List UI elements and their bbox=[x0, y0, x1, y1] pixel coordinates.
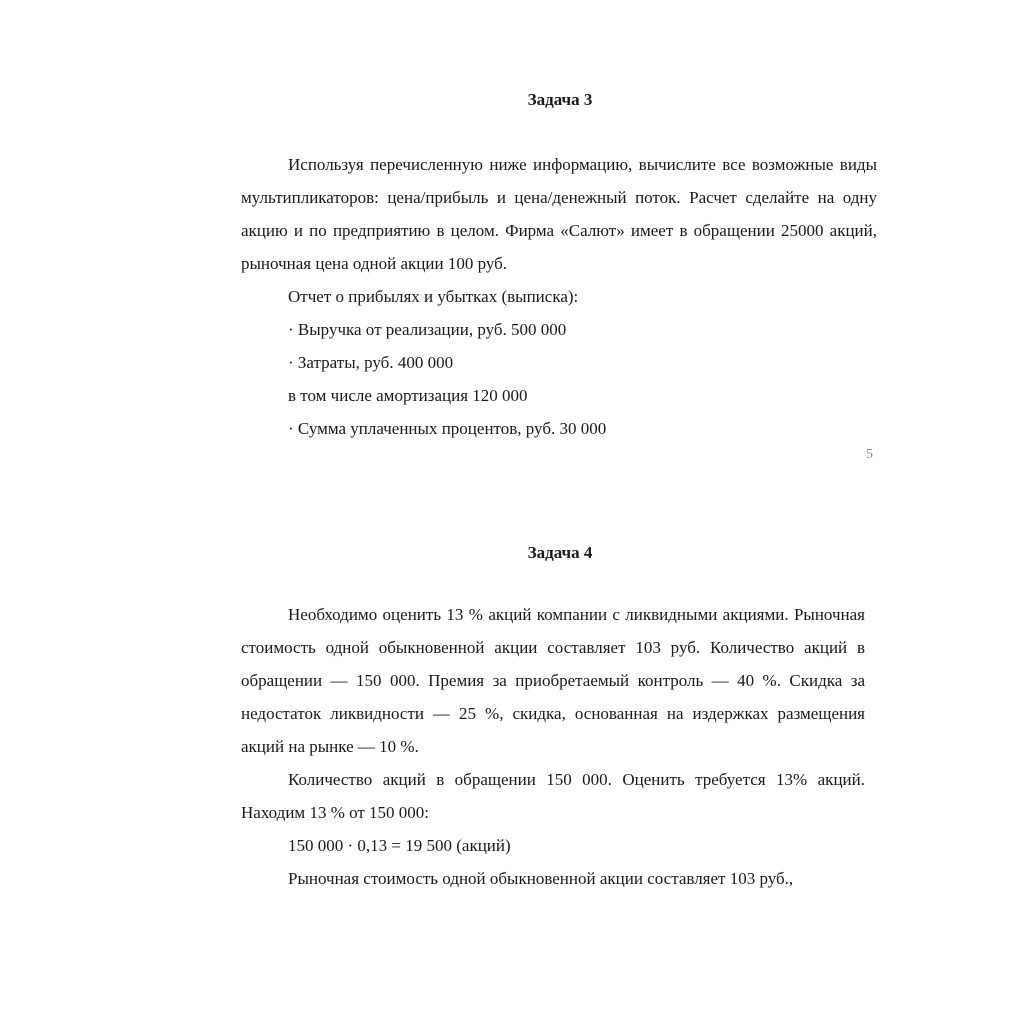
task-3-paragraph: Используя перечисленную ниже информацию, вычислите все возможные виды мультипликаторов: цена/прибыль и цена/денежный поток. Расчет сделайте на одну акцию и по предприятию в целом. Фирма «Салют» имеет в обращении 25000 акций, рыночная цена одной акции 100 руб. bbox=[241, 155, 877, 273]
task-4-paragraph-3: Рыночная стоимость одной обыкновенной акции составляет 103 руб., bbox=[288, 869, 794, 888]
report-heading: Отчет о прибылях и убытках (выписка): bbox=[288, 287, 579, 306]
task-4-paragraph-2: Количество акций в обращении 150 000. Оценить требуется 13% акций. Находим 13 % от 150 000: bbox=[241, 770, 865, 822]
report-item-costs: · Затраты, руб. 400 000 bbox=[288, 353, 454, 372]
task-4-paragraph-1: Необходимо оценить 13 % акций компании с ликвидными акциями. Рыночная стоимость одной обыкновенной акции составляет 103 руб. Количество акций в обращении — 150 000. Премия за приобретаемый контроль — 40 %. Скидка за недостаток ликвидности — 25 %, скидка, основанная на издержках размещения акций на рынке — 10 %. bbox=[241, 605, 865, 756]
report-item-revenue: · Выручка от реализации, руб. 500 000 bbox=[288, 320, 567, 339]
report-item-depreciation: в том числе амортизация 120 000 bbox=[288, 386, 528, 405]
task-4-formula: 150 000 · 0,13 = 19 500 (акций) bbox=[288, 836, 511, 855]
task-3-body bbox=[241, 148, 877, 445]
task-4-title: Задача 4 bbox=[527, 543, 593, 562]
report-item-interest: · Сумма уплаченных процентов, руб. 30 000 bbox=[288, 419, 607, 438]
page-number: 5 bbox=[866, 447, 873, 462]
task-3-title: Задача 3 bbox=[527, 90, 593, 109]
task-4-body bbox=[241, 598, 865, 895]
